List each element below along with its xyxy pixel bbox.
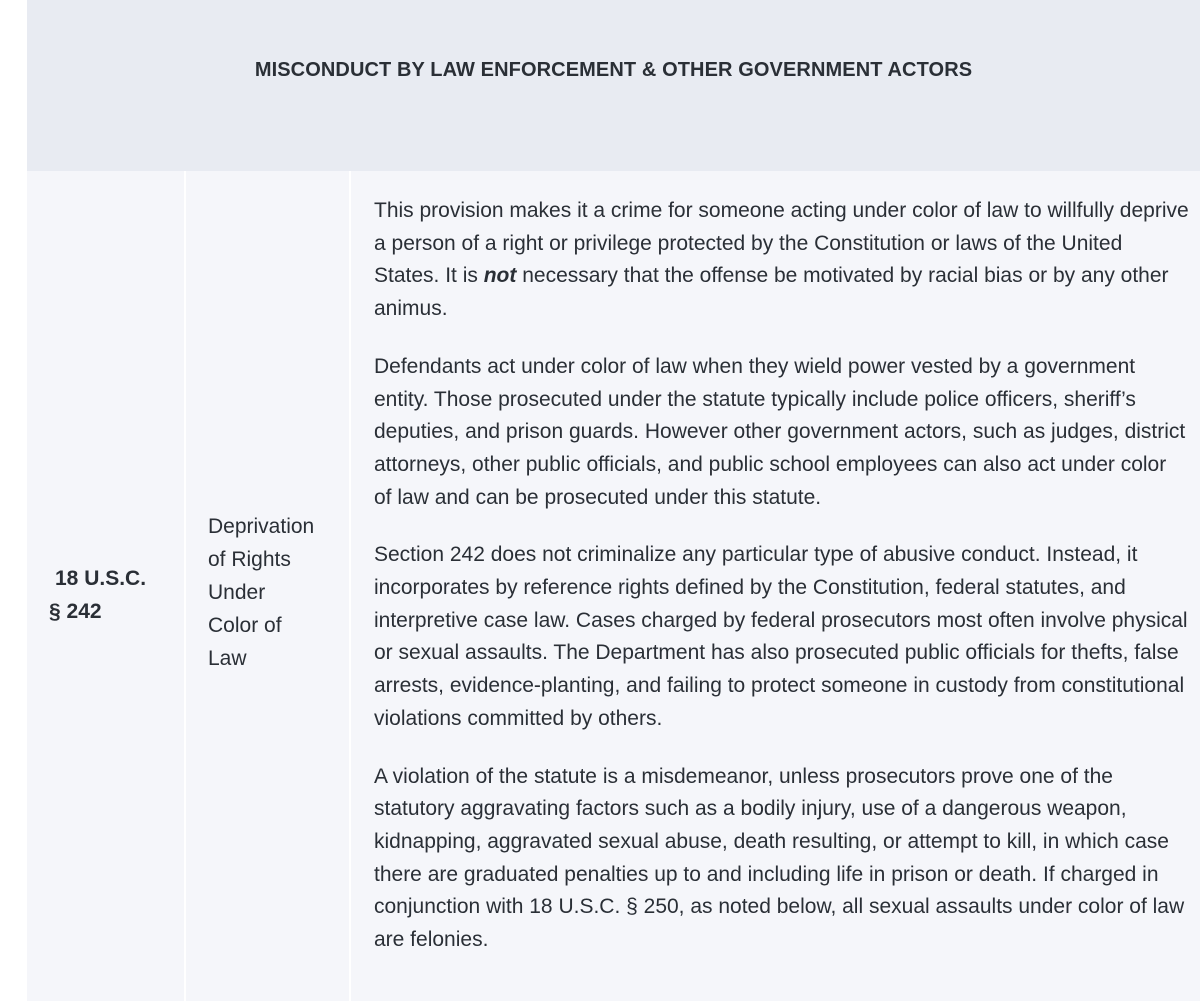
statute-code-line1: 18 U.S.C.	[55, 567, 147, 590]
description-paragraph-4: A violation of the statute is a misdemeanor, unless prosecutors prove one of the statutory aggravating factors such as a bodily injury, use of a dangerous weapon, kidnapping, aggravated sexual abuse, death resulting, or attempt to kill, in which case there are graduated penalties up to and including life in prison or death. If charged in conjunction with 18 U.S.C. § 250, as noted below, all sexual assaults under color of law are felonies.	[374, 764, 1185, 952]
statute-name	[208, 510, 338, 675]
statute-name-line: Deprivation	[208, 515, 315, 538]
statute-code	[49, 562, 169, 628]
statute-name-line: Color of	[208, 614, 282, 637]
statute-description	[374, 195, 1189, 982]
p1-emphasis: not	[483, 264, 517, 288]
statute-name-line: of Rights	[208, 548, 291, 571]
description-paragraph-1	[374, 195, 1189, 326]
p1-after: necessary that the offense be motivated by racial bias or by any other animus.	[374, 264, 1169, 321]
statute-code-cell	[27, 171, 184, 1001]
p1-before: This provision makes it a crime for someone acting under color of law to willfully deprive a person of a right or privilege protected by the Constitution or laws of the United States. It is	[374, 199, 1189, 288]
table-header	[27, 0, 1200, 171]
statute-name-line: Under	[208, 581, 266, 604]
description-paragraph-2: Defendants act under color of law when they wield power vested by a government entity. Those prosecuted under the statute typically include police officers, sheriff’s deputies, and prison guards. However other government actors, such as judges, district attorneys, other public officials, and public school employees can also act under color of law and can be prosecuted under this statute.	[374, 354, 1186, 509]
statute-name-cell	[186, 171, 349, 1001]
statute-code-line2: § 242	[49, 600, 102, 623]
table-row	[27, 171, 1200, 1001]
statute-table	[27, 0, 1200, 1001]
statute-description-cell	[351, 171, 1200, 1001]
header-title: MISCONDUCT BY LAW ENFORCEMENT & OTHER GOVERNMENT ACTORS	[254, 59, 973, 81]
statute-name-line: Law	[208, 647, 247, 670]
description-paragraph-3: Section 242 does not criminalize any particular type of abusive conduct. Instead, it incorporates by reference rights defined by the Constitution, federal statutes, and interpretive case law. Cases charged by federal prosecutors most often involve physical or sexual assaults. The Department has also prosecuted public officials for thefts, false arrests, evidence-planting, and failing to protect someone in custody from constitutional violations committed by others.	[374, 543, 1188, 730]
